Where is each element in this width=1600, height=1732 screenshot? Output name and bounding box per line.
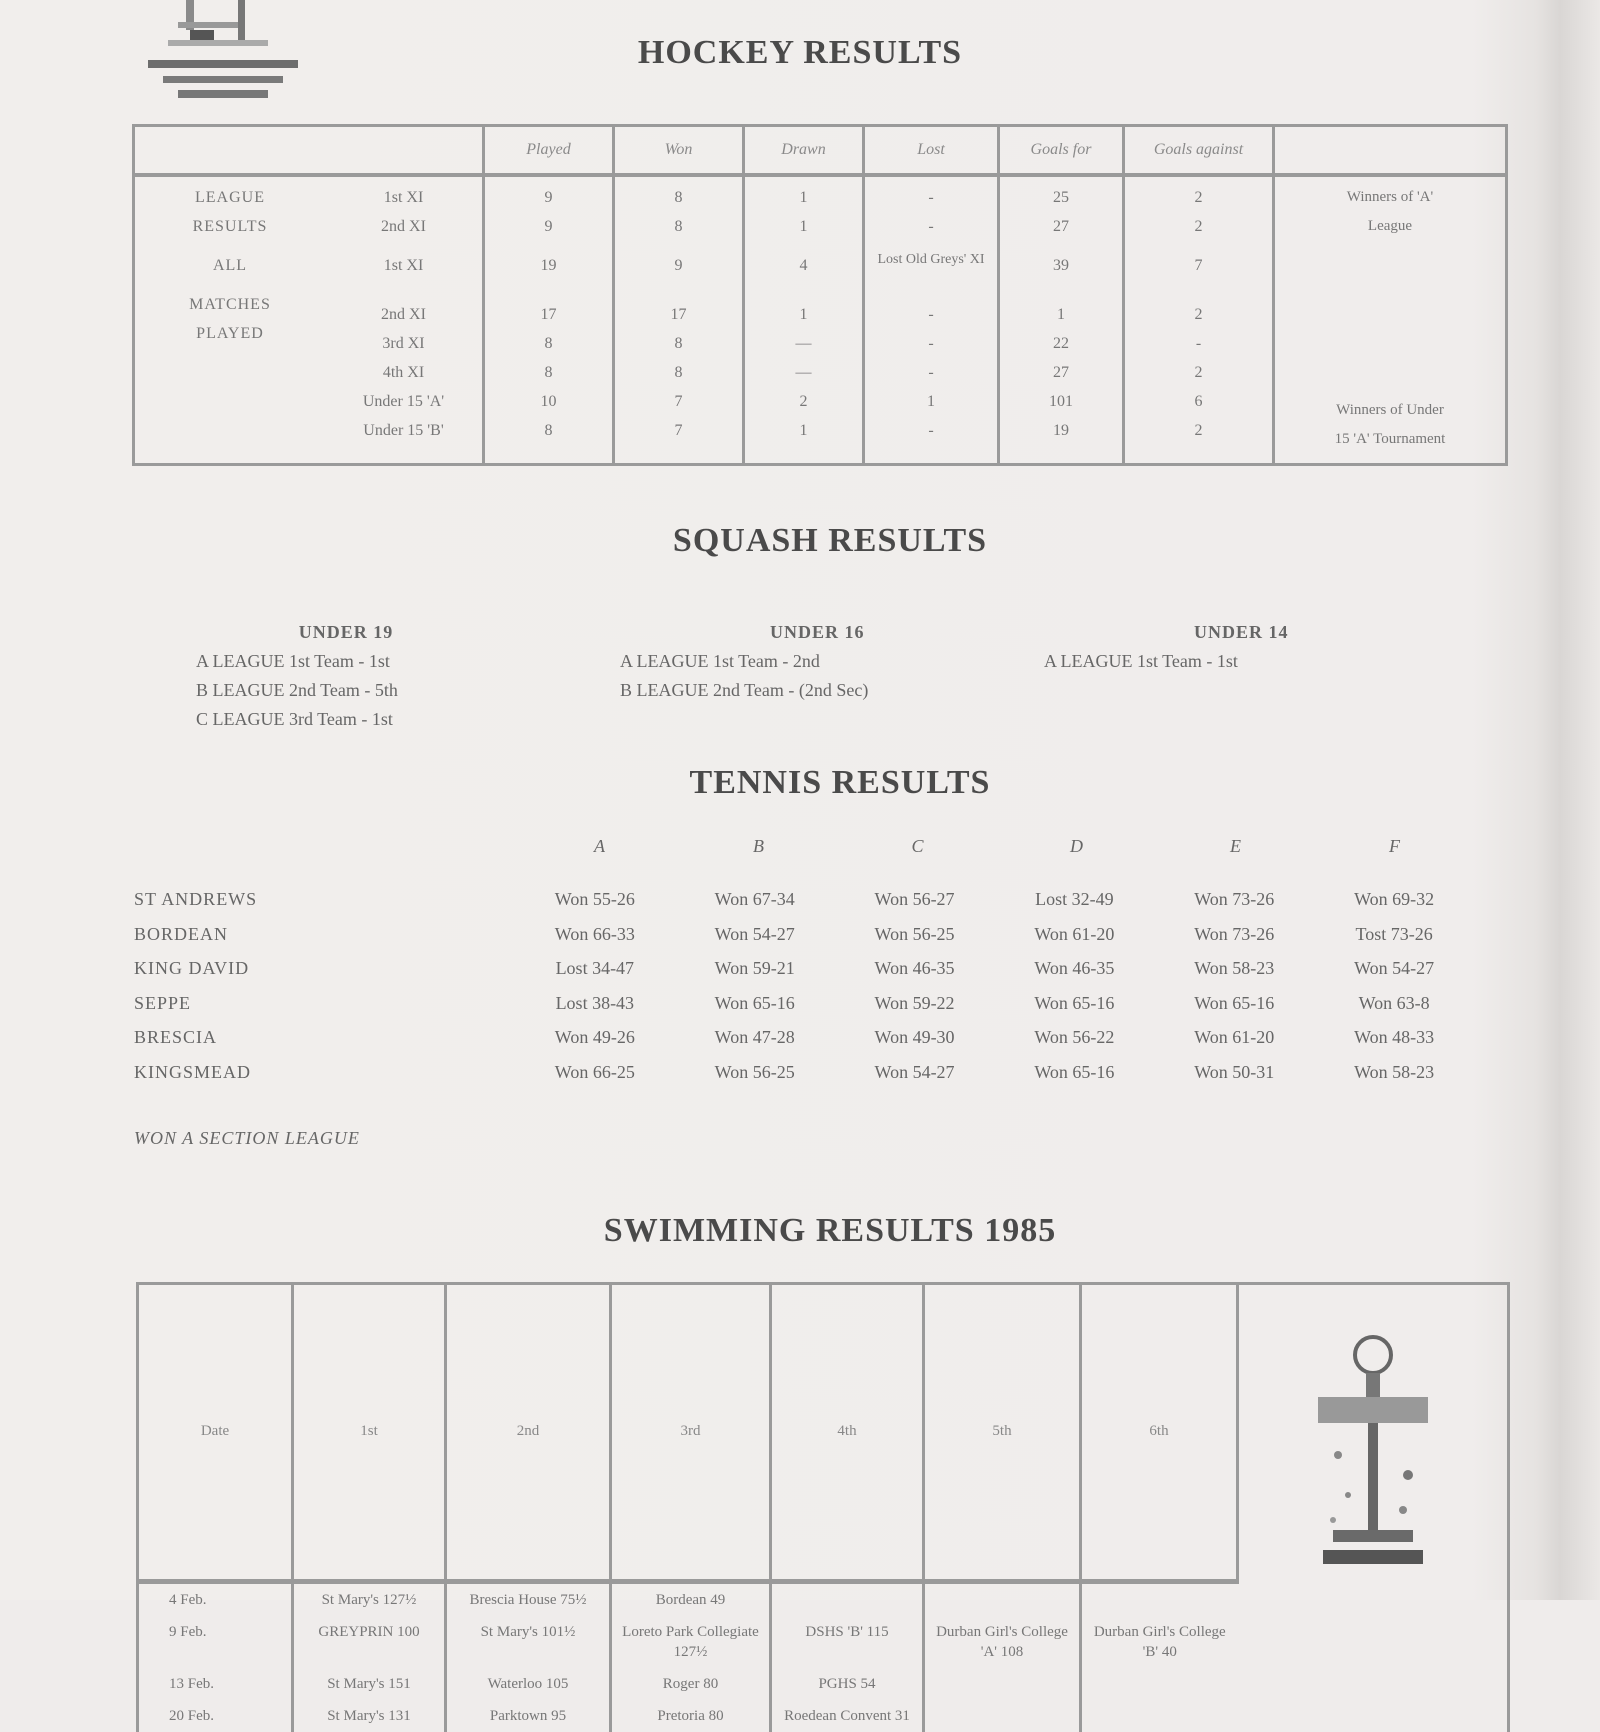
- swim-placing: Durban Girl's College 'B' 40: [1081, 1616, 1238, 1668]
- tennis-result: Won 59-22: [874, 992, 955, 1013]
- tennis-result: Lost 38-43: [555, 992, 635, 1013]
- goals-against-value: 6: [1194, 393, 1203, 410]
- lost-value: -: [928, 364, 934, 381]
- lost-value: -: [928, 189, 934, 206]
- tennis-row: [134, 1055, 1474, 1090]
- tennis-result: Won 65-16: [714, 992, 795, 1013]
- won-value: 8: [674, 335, 683, 352]
- hockey-col-goals-for: Goals for: [999, 126, 1124, 176]
- squash-result-line: B LEAGUE 2nd Team - 5th: [196, 680, 398, 700]
- squash-group-under-14: [1044, 622, 1344, 676]
- swim-row: [138, 1581, 1509, 1616]
- tennis-header-row: [520, 836, 1474, 882]
- swim-placing: [771, 1581, 924, 1616]
- tennis-result: Won 54-27: [1354, 958, 1435, 978]
- tennis-col-d: D: [1070, 836, 1083, 856]
- hockey-col-notes: [1274, 126, 1507, 176]
- squash-result-line: A LEAGUE 1st Team - 1st: [196, 651, 390, 671]
- hockey-col-lost: Lost: [864, 126, 999, 176]
- goals-for-value: 22: [1053, 335, 1069, 352]
- swim-col-2nd: 2nd: [446, 1284, 611, 1582]
- goals-against-value: 7: [1194, 257, 1203, 274]
- goals-for-value: 25: [1053, 189, 1069, 206]
- squash-group-heading: UNDER 16: [770, 622, 865, 642]
- tennis-row: [134, 986, 1474, 1021]
- swim-placing: GREYPRIN 100: [293, 1616, 446, 1668]
- swim-placing: Parktown 95: [446, 1700, 611, 1732]
- swim-col-5th: 5th: [924, 1284, 1081, 1582]
- played-value: 8: [544, 364, 553, 381]
- drawn-value: —: [795, 364, 812, 381]
- tennis-opponent: BORDEAN: [134, 923, 229, 944]
- team-name: 4th XI: [382, 364, 425, 381]
- squash-group-heading: UNDER 19: [298, 622, 394, 642]
- swim-placing: [924, 1581, 1081, 1616]
- tennis-results-title: TENNIS RESULTS: [689, 764, 991, 801]
- tennis-result: Won 63-8: [1358, 992, 1430, 1013]
- tennis-result: Lost 34-47: [555, 958, 635, 978]
- swim-date: 13 Feb.: [169, 1675, 214, 1692]
- swimming-results-title: SWIMMING RESULTS 1985: [603, 1212, 1057, 1249]
- swim-placing: DSHS 'B' 115: [771, 1616, 924, 1668]
- tennis-row: [134, 951, 1474, 986]
- tennis-opponent: KINGSMEAD: [134, 1061, 251, 1082]
- tennis-results-table: [134, 836, 1474, 1089]
- tennis-result: Lost 32-49: [1035, 889, 1114, 909]
- goals-against-value: 2: [1194, 218, 1203, 235]
- tennis-col-a: A: [594, 836, 605, 856]
- tennis-result: Won 73-26: [1194, 923, 1275, 944]
- tennis-result: Won 73-26: [1194, 889, 1275, 909]
- team-name: 1st XI: [383, 189, 424, 206]
- tennis-result: Won 69-32: [1354, 889, 1435, 909]
- tennis-col-b: B: [753, 836, 764, 856]
- goals-for-value: 27: [1053, 364, 1069, 381]
- tennis-result: Won 58-23: [1354, 1061, 1435, 1082]
- tennis-result: Won 50-31: [1194, 1061, 1275, 1082]
- swim-col-3rd: 3rd: [611, 1284, 771, 1582]
- tennis-row: [134, 882, 1474, 917]
- squash-result-line: A LEAGUE 1st Team - 1st: [1044, 651, 1238, 671]
- tennis-result: Won 47-28: [714, 1027, 795, 1047]
- swim-placing: Brescia House 75½: [446, 1581, 611, 1616]
- swim-placing: [1081, 1700, 1238, 1732]
- label-league: LEAGUE: [195, 189, 265, 206]
- played-value: 8: [544, 422, 553, 439]
- tennis-row: [134, 917, 1474, 952]
- played-value: 19: [540, 257, 557, 274]
- swim-row: [138, 1700, 1509, 1732]
- label-played: PLAYED: [196, 325, 264, 342]
- swim-col-6th: 6th: [1081, 1284, 1238, 1582]
- played-value: 9: [544, 218, 553, 235]
- drawn-value: 1: [799, 422, 808, 439]
- team-name: Under 15 'A': [362, 393, 445, 410]
- squash-group-under-16: [620, 622, 980, 705]
- played-value: 17: [540, 306, 557, 323]
- goals-against-value: -: [1195, 335, 1202, 352]
- tennis-result: Won 54-27: [874, 1061, 955, 1082]
- swim-placing: St Mary's 131: [293, 1700, 446, 1732]
- tennis-result: Won 66-25: [554, 1061, 635, 1082]
- played-value: 8: [544, 335, 553, 352]
- tennis-col-f: F: [1389, 836, 1400, 856]
- lost-value: 1: [927, 393, 935, 410]
- lost-value: -: [928, 422, 934, 439]
- hockey-note: 15 'A' Tournament: [1334, 431, 1446, 447]
- tennis-result: Won 65-16: [1034, 992, 1115, 1013]
- tennis-result: Won 67-34: [714, 889, 795, 909]
- tennis-opponent: BRESCIA: [134, 1027, 218, 1047]
- tennis-result: Won 65-16: [1194, 992, 1275, 1013]
- tennis-result: Won 56-25: [714, 1061, 795, 1082]
- swim-placing: St Mary's 151: [293, 1668, 446, 1700]
- tennis-result: Won 61-20: [1194, 1027, 1275, 1047]
- tennis-result: Won 55-26: [554, 889, 635, 909]
- swim-date: 4 Feb.: [169, 1591, 207, 1608]
- hockey-note: Winners of 'A': [1346, 189, 1434, 205]
- hockey-col-drawn: Drawn: [744, 126, 864, 176]
- swim-placing: St Mary's 127½: [293, 1581, 446, 1616]
- swim-row: [138, 1616, 1509, 1668]
- goals-for-value: 101: [1049, 393, 1073, 410]
- won-value: 7: [674, 393, 683, 410]
- lost-value: -: [928, 335, 934, 352]
- swim-row: [138, 1668, 1509, 1700]
- tennis-result: Won 49-30: [874, 1027, 955, 1047]
- tennis-result: Won 58-23: [1194, 958, 1275, 978]
- drawn-value: 2: [799, 393, 808, 410]
- team-name: 1st XI: [383, 257, 424, 274]
- swim-placing: PGHS 54: [771, 1668, 924, 1700]
- tennis-result: Won 65-16: [1034, 1061, 1115, 1082]
- swim-placing: Pretoria 80: [611, 1700, 771, 1732]
- swimming-results-table: [136, 1282, 1510, 1732]
- tennis-col-e: E: [1230, 836, 1241, 856]
- tennis-opponent: ST ANDREWS: [134, 889, 258, 909]
- played-value: 9: [544, 189, 553, 206]
- tennis-result: Won 49-26: [554, 1027, 635, 1047]
- squash-result-line: B LEAGUE 2nd Team - (2nd Sec): [620, 680, 869, 700]
- swimmer-trophy-illustration-icon: [1278, 1325, 1468, 1575]
- swim-col-date: Date: [138, 1284, 293, 1582]
- drawn-value: —: [795, 335, 812, 352]
- lost-value: Lost Old Greys' XI: [877, 252, 985, 267]
- goals-for-value: 1: [1057, 306, 1065, 323]
- swim-placing: [924, 1668, 1081, 1700]
- goals-for-value: 27: [1053, 218, 1069, 235]
- tennis-result: Won 66-33: [554, 923, 635, 944]
- swim-placing: Waterloo 105: [446, 1668, 611, 1700]
- goals-against-value: 2: [1194, 189, 1203, 206]
- tennis-league-note: WON A SECTION LEAGUE: [134, 1128, 360, 1148]
- swim-col-1st: 1st: [293, 1284, 446, 1582]
- swim-date: 20 Feb.: [169, 1707, 214, 1724]
- label-all: ALL: [212, 257, 248, 274]
- tennis-opponent: SEPPE: [134, 992, 192, 1013]
- squash-group-heading: UNDER 14: [1194, 622, 1289, 642]
- squash-results-title: SQUASH RESULTS: [672, 522, 988, 559]
- goals-against-value: 2: [1194, 422, 1203, 439]
- hockey-col-won: Won: [614, 126, 744, 176]
- tennis-row: [134, 1020, 1474, 1055]
- drawn-value: 1: [799, 189, 808, 206]
- won-value: 8: [674, 364, 683, 381]
- tennis-result: Won 61-20: [1034, 923, 1115, 944]
- label-matches: MATCHES: [189, 296, 271, 313]
- drawn-value: 1: [799, 218, 808, 235]
- goals-against-value: 2: [1194, 364, 1203, 381]
- goals-for-value: 39: [1053, 257, 1069, 274]
- tennis-col-c: C: [911, 836, 924, 856]
- team-name: 2nd XI: [381, 306, 426, 323]
- tennis-result: Won 56-27: [874, 889, 955, 909]
- hockey-results-table: [132, 124, 1508, 466]
- swim-placing: [924, 1700, 1081, 1732]
- hockey-note: Winners of Under: [1336, 402, 1444, 418]
- hockey-col-goals-against: Goals against: [1124, 126, 1274, 176]
- tennis-result: Won 46-35: [1034, 958, 1115, 978]
- tennis-result: Tost 73-26: [1355, 923, 1433, 944]
- won-value: 8: [674, 218, 683, 235]
- tennis-result: Won 46-35: [874, 958, 955, 978]
- played-value: 10: [540, 393, 557, 410]
- lost-value: -: [928, 218, 934, 235]
- won-value: 8: [674, 189, 683, 206]
- swim-placing: [1081, 1668, 1238, 1700]
- label-results: RESULTS: [192, 218, 268, 235]
- hockey-note: League: [1367, 218, 1413, 234]
- goals-against-value: 2: [1194, 306, 1203, 323]
- swim-placing: Loreto Park Collegiate 127½: [611, 1616, 771, 1668]
- swim-placing: Durban Girl's College 'A' 108: [924, 1616, 1081, 1668]
- hockey-col-played: Played: [484, 126, 614, 176]
- squash-group-under-19: [196, 622, 496, 734]
- swim-col-4th: 4th: [771, 1284, 924, 1582]
- tennis-result: Won 54-27: [714, 923, 795, 944]
- tennis-result: Won 56-22: [1034, 1027, 1115, 1047]
- swim-placing: Roedean Convent 31: [771, 1700, 924, 1732]
- swim-placing: St Mary's 101½: [446, 1616, 611, 1668]
- swim-date: 9 Feb.: [169, 1623, 207, 1640]
- swim-placing: Bordean 49: [611, 1581, 771, 1616]
- team-name: 3rd XI: [382, 335, 425, 352]
- tennis-result: Won 48-33: [1354, 1027, 1435, 1047]
- won-value: 9: [674, 257, 683, 274]
- tennis-opponent: KING DAVID: [134, 958, 250, 978]
- tennis-result: Won 59-21: [714, 958, 795, 978]
- tennis-result: Won 56-25: [874, 923, 955, 944]
- squash-result-line: C LEAGUE 3rd Team - 1st: [196, 709, 393, 729]
- trophy-illustration-cell: [1238, 1284, 1509, 1582]
- swim-placing: [1081, 1581, 1238, 1616]
- goals-for-value: 19: [1053, 422, 1069, 439]
- swim-placing: Roger 80: [611, 1668, 771, 1700]
- won-value: 7: [674, 422, 683, 439]
- team-name: 2nd XI: [381, 218, 426, 235]
- team-name: Under 15 'B': [363, 422, 444, 439]
- drawn-value: 1: [799, 306, 808, 323]
- school-crest-logo-icon: [138, 0, 303, 105]
- won-value: 17: [670, 306, 687, 323]
- squash-result-line: A LEAGUE 1st Team - 2nd: [620, 651, 820, 671]
- hockey-results-title: HOCKEY RESULTS: [637, 34, 963, 71]
- hockey-col-team: [134, 126, 484, 176]
- drawn-value: 4: [799, 257, 808, 274]
- lost-value: -: [928, 306, 934, 323]
